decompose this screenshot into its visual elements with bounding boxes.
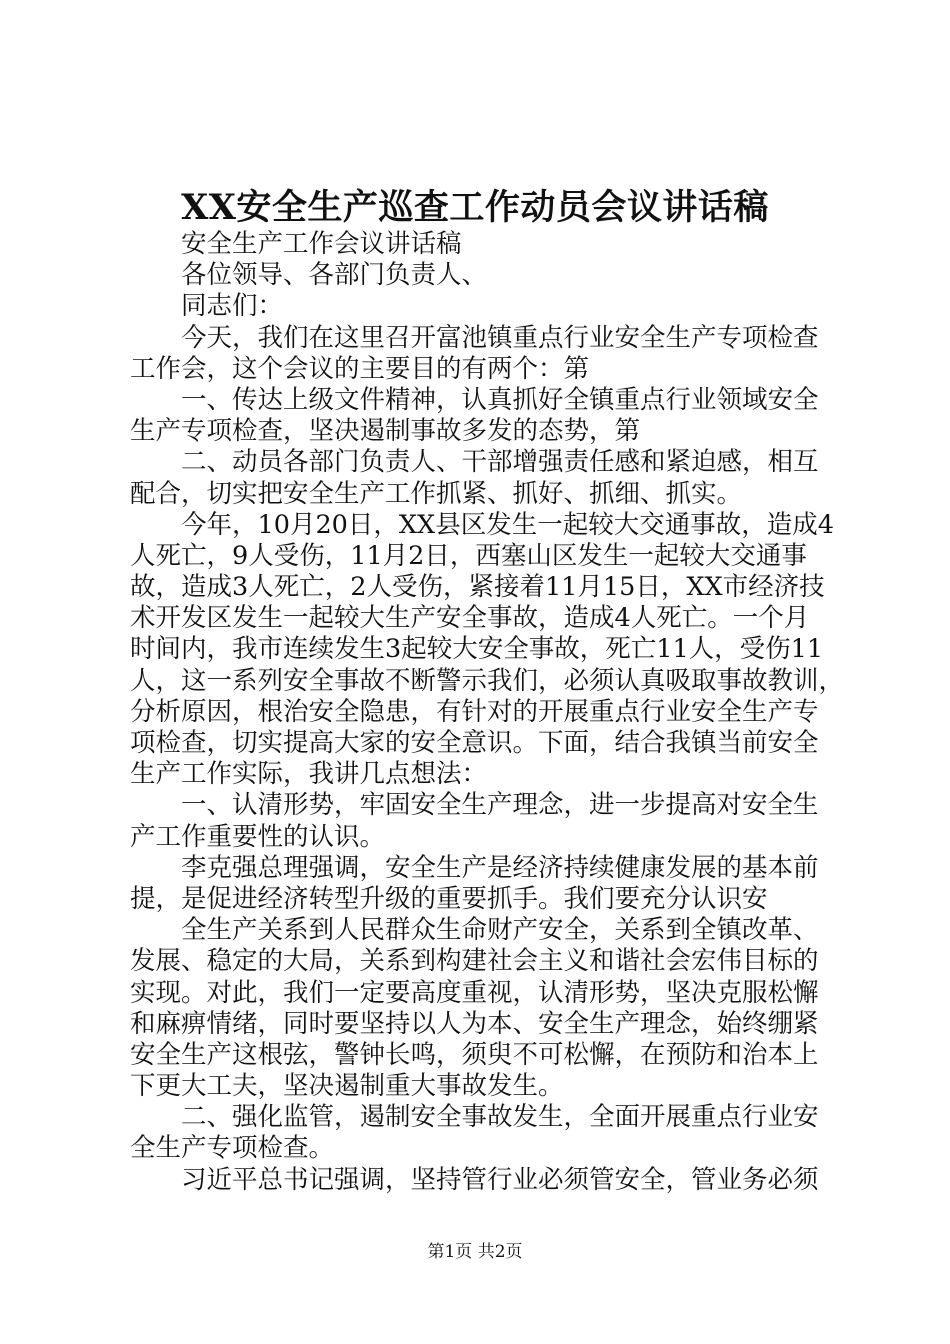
body-line: 习近平总书记强调，坚持管行业必须管安全，管业务必须 — [181, 1164, 819, 1195]
body-line: 二、动员各部门负责人、干部增强责任感和紧迫感，相互 — [181, 447, 819, 478]
body-line: 提，是促进经济转型升级的重要抓手。我们要充分认识安 — [130, 883, 768, 914]
body-line: 工作会，这个会议的主要目的有两个：第 — [130, 353, 590, 384]
body-line: 人死亡，9人受伤，11月2日，西塞山区发生一起较大交通事 — [130, 540, 807, 571]
body-line: 同志们： — [181, 291, 284, 322]
page-footer: 第1页 共2页 — [427, 1242, 523, 1262]
body-line: 故，造成3人死亡，2人受伤，紧接着11月15日，XX市经济技 — [130, 572, 825, 603]
body-line: 二、强化监管，遏制安全事故发生，全面开展重点行业安 — [181, 1102, 819, 1133]
body-line: 项检查，切实提高大家的安全意识。下面，结合我镇当前安全 — [130, 728, 819, 758]
body-line: 各位领导、各部门负责人、 — [181, 260, 488, 291]
body-line: 安全生产这根弦，警钟长鸣，须臾不可松懈，在预防和治本上 — [130, 1039, 819, 1070]
document-title: XX安全生产巡查工作动员会议讲话稿 — [181, 187, 769, 228]
body-line: 今年，10月20日，XX县区发生一起较大交通事故，造成4 — [181, 509, 834, 540]
body-line: 生产专项检查，坚决遏制事故多发的态势，第 — [130, 416, 641, 447]
body-line: 下更大工夫，坚决遏制重大事故发生。 — [130, 1071, 564, 1102]
body-line: 李克强总理强调，安全生产是经济持续健康发展的基本前 — [181, 852, 819, 883]
body-line: 分析原因，根治安全隐患，有针对的开展重点行业安全生产专 — [130, 696, 819, 727]
body-line: 今天，我们在这里召开富池镇重点行业安全生产专项检查 — [181, 322, 819, 353]
body-line: 一、认清形势，牢固安全生产理念，进一步提高对安全生 — [181, 790, 819, 821]
body-line: 人，这一系列安全事故不断警示我们，必须认真吸取事故教训， — [130, 665, 845, 696]
body-line: 生产工作实际，我讲几点想法： — [130, 759, 488, 790]
body-line: 安全生产工作会议讲话稿 — [181, 229, 462, 259]
body-line: 术开发区发生一起较大生产安全事故，造成4人死亡。一个月 — [130, 603, 810, 634]
body-line: 时间内，我市连续发生3起较大安全事故，死亡11人，受伤11 — [130, 634, 824, 665]
body-line: 实现。对此，我们一定要高度重视，认清形势，坚决克服松懈 — [130, 977, 819, 1008]
body-line: 一、传达上级文件精神，认真抓好全镇重点行业领域安全 — [181, 384, 819, 415]
body-line: 产工作重要性的认识。 — [130, 821, 386, 852]
body-line: 全生产专项检查。 — [130, 1133, 335, 1164]
document-body — [130, 229, 845, 1196]
body-line: 和麻痹情绪，同时要坚持以人为本、安全生产理念，始终绷紧 — [130, 1008, 819, 1039]
body-line: 发展、稳定的大局，关系到构建社会主义和谐社会宏伟目标的 — [130, 946, 819, 977]
body-line: 全生产关系到人民群众生命财产安全，关系到全镇改革、 — [181, 915, 819, 946]
body-line: 配合，切实把安全生产工作抓紧、抓好、抓细、抓实。 — [130, 478, 743, 509]
